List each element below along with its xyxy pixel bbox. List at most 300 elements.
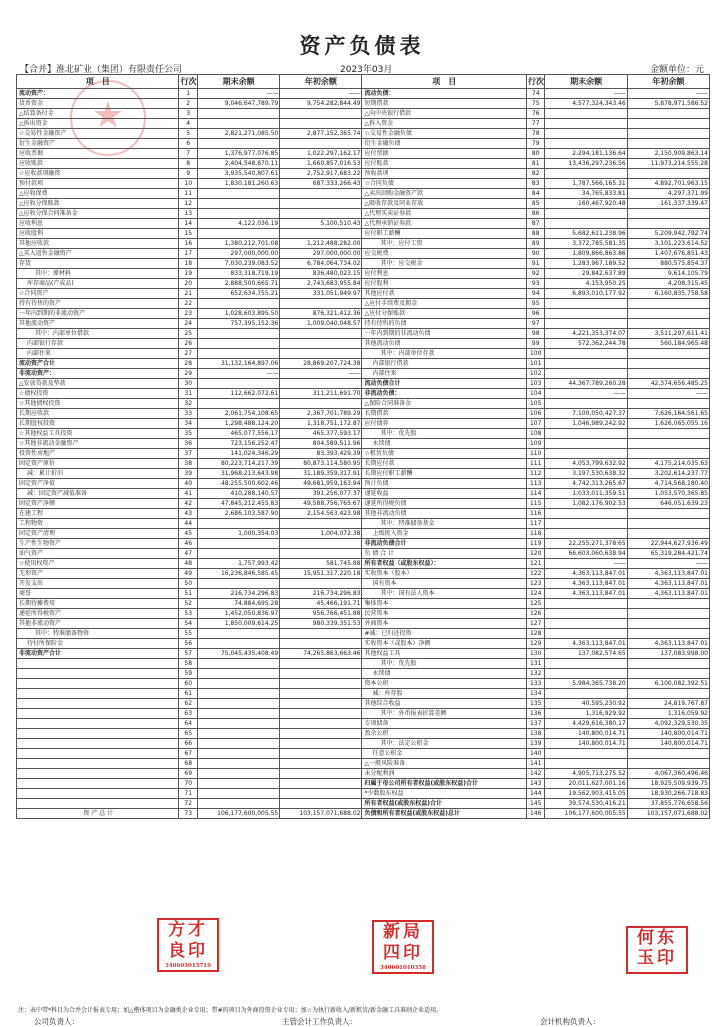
amount-cell: 2,752,917,683.22	[280, 169, 362, 179]
amount-cell: 141,024,346.29	[197, 449, 279, 459]
amount-cell	[280, 109, 362, 119]
amount-cell: 74,884,695.28	[197, 599, 279, 609]
amount-cell: 4,067,360,496.46	[627, 769, 709, 779]
amount-cell: 4,905,713,275.52	[545, 769, 627, 779]
item-label: 固定资产清理	[17, 529, 179, 539]
amount-cell: 4,208,315.45	[627, 279, 709, 289]
column-header: 行次	[179, 75, 198, 89]
amount-cell: 16,236,846,585.45	[197, 569, 279, 579]
amount-cell: 3,197,530,638.32	[545, 469, 627, 479]
item-label: ☆其他非流动金融资产	[17, 439, 179, 449]
table-row	[17, 419, 710, 429]
line-number: 136	[526, 709, 545, 719]
line-number: 23	[179, 309, 198, 319]
line-number: 24	[179, 319, 198, 329]
item-label	[17, 659, 179, 669]
seal-number: 340603015719	[165, 963, 211, 969]
item-label	[17, 739, 179, 749]
table-row	[17, 359, 710, 369]
item-label: ☆交易性金融负债	[362, 129, 527, 139]
item-label: 非流动负债：	[362, 389, 527, 399]
amount-cell	[545, 689, 627, 699]
line-number: 145	[526, 799, 545, 809]
amount-cell	[545, 669, 627, 679]
line-number: 33	[179, 409, 198, 419]
amount-cell: 24,819,767.87	[627, 699, 709, 709]
item-label: 应付票据	[362, 149, 527, 159]
line-number: 35	[179, 429, 198, 439]
item-label: 其他权益工具	[362, 649, 527, 659]
item-label: 流动资产：	[17, 89, 179, 99]
amount-cell	[280, 679, 362, 689]
amount-cell: 49,588,756,765.67	[280, 499, 362, 509]
line-number: 11	[179, 189, 198, 199]
line-number: 5	[179, 129, 198, 139]
item-label: 应收票据	[17, 149, 179, 159]
amount-cell	[280, 739, 362, 749]
amount-cell	[197, 199, 279, 209]
item-label	[17, 679, 179, 689]
amount-cell: 1,380,212,701.08	[197, 239, 279, 249]
amount-cell	[280, 729, 362, 739]
line-number: 66	[179, 739, 198, 749]
amount-cell	[627, 309, 709, 319]
amount-cell	[280, 779, 362, 789]
amount-cell: 106,177,600,005.55	[197, 809, 279, 819]
line-number: 126	[526, 609, 545, 619]
table-row	[17, 409, 710, 419]
amount-cell	[280, 399, 362, 409]
line-number: 90	[526, 249, 545, 259]
item-label: 内部往来	[17, 349, 179, 359]
table-row	[17, 399, 710, 409]
amount-cell: 161,337,339.47	[627, 199, 709, 209]
item-label: 其他综合收益	[362, 699, 527, 709]
item-label: 在建工程	[17, 509, 179, 519]
line-number: 132	[526, 669, 545, 679]
line-number: 63	[179, 709, 198, 719]
amount-cell: 2,154,563,423.98	[280, 509, 362, 519]
amount-cell: 836,480,023.15	[280, 269, 362, 279]
amount-cell: 216,734,296.83	[280, 589, 362, 599]
amount-cell	[627, 219, 709, 229]
amount-cell	[197, 329, 279, 339]
line-number: 30	[179, 379, 198, 389]
line-number: 112	[526, 469, 545, 479]
item-label: #减：已归还投资	[362, 629, 527, 639]
amount-cell	[627, 299, 709, 309]
table-row	[17, 99, 710, 109]
line-number: 118	[526, 529, 545, 539]
star-seal-faint: ★	[70, 80, 146, 156]
table-row	[17, 159, 710, 169]
amount-cell	[545, 349, 627, 359]
item-label: 其中：原材料	[17, 269, 179, 279]
amount-cell	[627, 599, 709, 609]
item-label: △应付手续费及佣金	[362, 299, 527, 309]
amount-cell: 1,757,993.42	[197, 559, 279, 569]
item-label: △应付分保账款	[362, 309, 527, 319]
amount-cell: 1,660,857,016.53	[280, 159, 362, 169]
line-number: 130	[526, 649, 545, 659]
item-label: △应收保费	[17, 189, 179, 199]
amount-cell: 1,316,929.92	[545, 709, 627, 719]
amount-cell	[545, 509, 627, 519]
line-number: 128	[526, 629, 545, 639]
table-row	[17, 209, 710, 219]
amount-cell: 4,221,353,374.07	[545, 329, 627, 339]
amount-cell	[545, 119, 627, 129]
item-label: 短期借款	[362, 99, 527, 109]
amount-cell: 106,177,600,005.55	[545, 809, 627, 819]
line-number: 52	[179, 599, 198, 609]
item-label: 流动负债：	[362, 89, 527, 99]
amount-cell	[280, 699, 362, 709]
line-number: 113	[526, 479, 545, 489]
amount-cell: 687,333,266.43	[280, 179, 362, 189]
item-label	[17, 699, 179, 709]
amount-cell: 5,100,510.43	[280, 219, 362, 229]
line-number: 97	[526, 319, 545, 329]
line-number: 134	[526, 689, 545, 699]
line-number: 117	[526, 519, 545, 529]
item-label: 集体资本	[362, 599, 527, 609]
line-number: 81	[526, 159, 545, 169]
item-label: 其中：应付工资	[362, 239, 527, 249]
amount-cell	[627, 119, 709, 129]
table-row	[17, 699, 710, 709]
amount-cell: 4,363,113,847.01	[545, 639, 627, 649]
amount-cell	[627, 209, 709, 219]
table-row	[17, 369, 710, 379]
amount-cell: 4,363,113,847.01	[627, 589, 709, 599]
seal-chars: 方才良印	[168, 920, 208, 961]
amount-cell: 42,374,656,485.25	[627, 379, 709, 389]
amount-cell: 47,845,212,455.83	[197, 499, 279, 509]
line-number: 131	[526, 659, 545, 669]
table-row	[17, 139, 710, 149]
item-label: △拆入资金	[362, 119, 527, 129]
line-number: 40	[179, 479, 198, 489]
line-number: 12	[179, 199, 198, 209]
table-row	[17, 279, 710, 289]
amount-cell: 29,842,637.89	[545, 269, 627, 279]
amount-cell: 2,877,152,365.74	[280, 129, 362, 139]
amount-cell	[280, 669, 362, 679]
line-number: 34	[179, 419, 198, 429]
line-number: 95	[526, 299, 545, 309]
amount-cell	[280, 549, 362, 559]
amount-cell: ——	[280, 369, 362, 379]
amount-cell: 2,061,754,108.65	[197, 409, 279, 419]
item-label: △拆出资金	[17, 119, 179, 129]
amount-cell: 31,189,359,317.91	[280, 469, 362, 479]
amount-cell	[545, 219, 627, 229]
table-row	[17, 599, 710, 609]
amount-cell: 1,830,181,260.63	[197, 179, 279, 189]
amount-cell: 22,255,271,378.65	[545, 539, 627, 549]
item-label: 其他流动负债	[362, 339, 527, 349]
line-number: 109	[526, 439, 545, 449]
line-number: 111	[526, 459, 545, 469]
line-number: 100	[526, 349, 545, 359]
item-label: 其中：优先股	[362, 659, 527, 669]
line-number: 76	[526, 109, 545, 119]
line-number: 37	[179, 449, 198, 459]
line-number: 123	[526, 579, 545, 589]
line-number: 6	[179, 139, 198, 149]
amount-cell	[197, 539, 279, 549]
amount-cell	[627, 439, 709, 449]
line-number: 21	[179, 289, 198, 299]
amount-cell: 83,393,429.39	[280, 449, 362, 459]
amount-cell: 2,150,909,863.14	[627, 149, 709, 159]
amount-cell: 9,046,647,789.79	[197, 99, 279, 109]
item-label: 外商资本	[362, 619, 527, 629]
item-label: 开发支出	[17, 579, 179, 589]
line-number: 141	[526, 759, 545, 769]
item-label: 减：累计折旧	[17, 469, 179, 479]
line-number: 107	[526, 419, 545, 429]
amount-cell	[197, 659, 279, 669]
amount-cell: 4,577,324,343.46	[545, 99, 627, 109]
line-number: 138	[526, 729, 545, 739]
item-label: 流动资产合计	[17, 359, 179, 369]
amount-cell: 804,589,511.96	[280, 439, 362, 449]
amount-cell: 31,968,213,643.98	[197, 469, 279, 479]
item-label: 非流动负债合计	[362, 539, 527, 549]
line-number: 72	[179, 799, 198, 809]
item-label: 内部银行借款	[362, 359, 527, 369]
amount-cell: 465,077,556.17	[197, 429, 279, 439]
item-label: *少数股东权益	[362, 789, 527, 799]
table-row	[17, 749, 710, 759]
line-number: 108	[526, 429, 545, 439]
line-number: 55	[179, 629, 198, 639]
amount-cell: 956,766,451.88	[280, 609, 362, 619]
item-label: 应付账款	[362, 159, 527, 169]
line-number: 50	[179, 579, 198, 589]
line-number: 86	[526, 209, 545, 219]
amount-cell	[197, 349, 279, 359]
table-row	[17, 379, 710, 389]
line-number: 135	[526, 699, 545, 709]
table-row	[17, 129, 710, 139]
line-number: 139	[526, 739, 545, 749]
item-label: 负 债 合 计	[362, 549, 527, 559]
amount-cell	[280, 759, 362, 769]
amount-cell	[197, 139, 279, 149]
amount-cell: 1,298,488,124.20	[197, 419, 279, 429]
item-label: 应收股利	[17, 229, 179, 239]
amount-cell	[197, 379, 279, 389]
line-number: 142	[526, 769, 545, 779]
amount-cell	[545, 619, 627, 629]
item-label: 其中：国有法人资本	[362, 589, 527, 599]
amount-cell	[627, 509, 709, 519]
line-number: 13	[179, 209, 198, 219]
amount-cell	[197, 719, 279, 729]
table-row	[17, 569, 710, 579]
amount-cell: 9,754,282,844.49	[280, 99, 362, 109]
amount-cell	[280, 689, 362, 699]
line-number: 79	[526, 139, 545, 149]
table-header-row	[17, 75, 710, 89]
amount-cell	[280, 199, 362, 209]
line-number: 28	[179, 359, 198, 369]
item-label: 盈余公积	[362, 729, 527, 739]
item-label: 实收资本（或股本）净额	[362, 639, 527, 649]
amount-cell: ——	[627, 559, 709, 569]
line-number: 125	[526, 599, 545, 609]
line-number: 65	[179, 729, 198, 739]
line-number: 7	[179, 149, 198, 159]
item-label	[17, 779, 179, 789]
amount-cell: 48,255,500,602.46	[197, 479, 279, 489]
item-label: △买入返售金融资产	[17, 249, 179, 259]
amount-cell	[627, 129, 709, 139]
item-label: 无形资产	[17, 569, 179, 579]
report-title: 资产负债表	[299, 34, 425, 58]
amount-cell	[627, 369, 709, 379]
amount-cell: 652,634,755.21	[197, 289, 279, 299]
amount-cell: 1,022,297,162.17	[280, 149, 362, 159]
line-number: 39	[179, 469, 198, 479]
item-label: 长期应付职工薪酬	[362, 469, 527, 479]
amount-cell: 560,184,965.48	[627, 339, 709, 349]
item-label: 其中：优先股	[362, 429, 527, 439]
amount-cell: 1,407,676,851.43	[627, 249, 709, 259]
table-row	[17, 299, 710, 309]
amount-cell: 1,009,040,048.57	[280, 319, 362, 329]
amount-cell	[197, 339, 279, 349]
line-number: 98	[526, 329, 545, 339]
amount-cell	[627, 659, 709, 669]
amount-cell	[545, 399, 627, 409]
amount-cell	[197, 519, 279, 529]
amount-cell: 2,367,701,789.29	[280, 409, 362, 419]
amount-cell: 1,452,050,836.97	[197, 609, 279, 619]
line-number: 36	[179, 439, 198, 449]
table-row	[17, 349, 710, 359]
line-number: 70	[179, 779, 198, 789]
amount-cell: ——	[280, 89, 362, 99]
amount-cell: 3,101,223,614.52	[627, 239, 709, 249]
line-number: 106	[526, 409, 545, 419]
item-label: 其他应收款	[17, 239, 179, 249]
amount-cell: 6,160,835,758.58	[627, 289, 709, 299]
line-number: 68	[179, 759, 198, 769]
amount-cell: 572,362,244.78	[545, 339, 627, 349]
amount-cell: 5,878,971,586.52	[627, 99, 709, 109]
amount-cell: 4,363,113,847.01	[627, 569, 709, 579]
table-row	[17, 729, 710, 739]
amount-cell: 20,011,627,001.16	[545, 779, 627, 789]
item-label: 应交税费	[362, 249, 527, 259]
item-label: △发放贷款及垫款	[17, 379, 179, 389]
line-number: 105	[526, 399, 545, 409]
amount-cell	[280, 379, 362, 389]
amount-cell: 4,363,113,847.01	[627, 579, 709, 589]
line-number: 19	[179, 269, 198, 279]
amount-cell: 75,045,435,408.49	[197, 649, 279, 659]
amount-cell: 1,082,176,902.53	[545, 499, 627, 509]
amount-cell	[545, 449, 627, 459]
amount-cell	[280, 789, 362, 799]
amount-cell: 103,157,071,688.02	[627, 809, 709, 819]
table-row	[17, 339, 710, 349]
amount-cell: 1,212,488,282.00	[280, 239, 362, 249]
amount-cell: 1,028,603,895.50	[197, 309, 279, 319]
amount-cell	[280, 119, 362, 129]
item-label: △保险合同准备金	[362, 399, 527, 409]
column-header: 年初余额	[627, 75, 709, 89]
table-row	[17, 759, 710, 769]
amount-cell: 7,030,239,083.52	[197, 259, 279, 269]
amount-cell: 2,888,500,665.71	[197, 279, 279, 289]
amount-cell: 7,626,164,561.65	[627, 409, 709, 419]
item-label	[17, 729, 179, 739]
amount-cell: 4,297,371.99	[627, 189, 709, 199]
line-number: 144	[526, 789, 545, 799]
line-number: 114	[526, 489, 545, 499]
amount-cell	[545, 369, 627, 379]
amount-cell: 876,321,412.36	[280, 309, 362, 319]
amount-cell	[545, 759, 627, 769]
report-period: 2023年03月	[340, 65, 393, 75]
amount-cell	[197, 709, 279, 719]
amount-cell	[627, 609, 709, 619]
item-label: 工程物资	[17, 519, 179, 529]
amount-cell	[545, 439, 627, 449]
table-row	[17, 219, 710, 229]
table-row	[17, 719, 710, 729]
table-row	[17, 659, 710, 669]
amount-cell	[197, 189, 279, 199]
item-label: ☆债权投资	[17, 389, 179, 399]
item-label: 所有者权益（或股东权益）：	[362, 559, 527, 569]
amount-cell	[627, 349, 709, 359]
item-label: 一年内到期的非流动资产	[17, 309, 179, 319]
line-number: 127	[526, 619, 545, 629]
amount-cell	[280, 799, 362, 809]
amount-cell: 140,800,014.71	[627, 739, 709, 749]
column-header: 年初余额	[280, 75, 362, 89]
line-number: 85	[526, 199, 545, 209]
item-label	[17, 749, 179, 759]
amount-cell: 4,742,313,265.67	[545, 479, 627, 489]
line-number: 47	[179, 549, 198, 559]
item-label: 民营资本	[362, 609, 527, 619]
amount-cell	[197, 739, 279, 749]
table-row	[17, 269, 710, 279]
item-label	[17, 719, 179, 729]
line-number: 62	[179, 699, 198, 709]
table-row	[17, 689, 710, 699]
amount-cell: ——	[545, 559, 627, 569]
table-row	[17, 629, 710, 639]
amount-cell: 980,339,351.53	[280, 619, 362, 629]
line-number: 71	[179, 789, 198, 799]
line-number: 49	[179, 569, 198, 579]
item-label: 长期应收款	[17, 409, 179, 419]
amount-cell	[197, 669, 279, 679]
amount-cell: 34,765,833.81	[545, 189, 627, 199]
line-number: 15	[179, 229, 198, 239]
item-label: 其中：内部单位存款	[362, 349, 527, 359]
item-label: 国有资本	[362, 579, 527, 589]
amount-cell: 74,265,863,663.46	[280, 649, 362, 659]
